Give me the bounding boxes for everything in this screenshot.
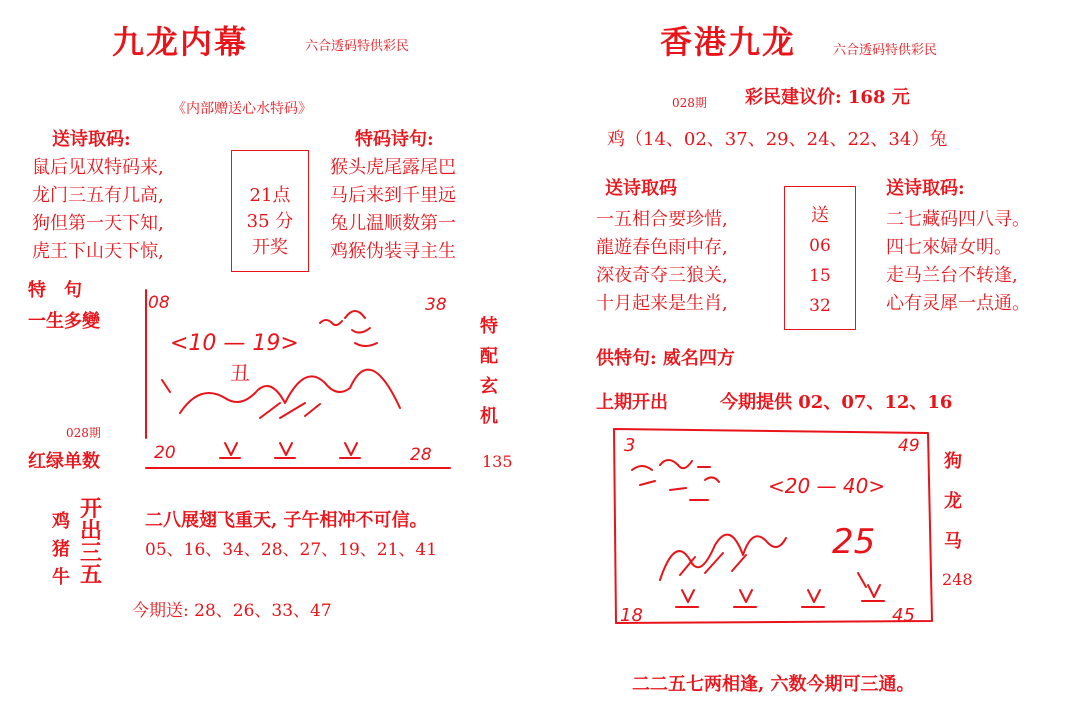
side-char: 机 xyxy=(480,406,498,427)
side-char: 特 xyxy=(480,316,498,337)
sketch-big-number: 25 xyxy=(832,522,876,562)
poem-line: 狗但第一天下知, xyxy=(32,213,164,234)
box-line: 32 xyxy=(809,296,831,316)
right-footer: 二二五七两相逢, 六数今期可三通。 xyxy=(632,674,915,695)
left-draw-time-box xyxy=(231,150,309,272)
sketch-wave xyxy=(660,535,786,580)
right-poem-left xyxy=(596,206,728,318)
box-line: 送 xyxy=(811,205,829,226)
side-char: 玄 xyxy=(480,376,498,397)
right-last-issue: 上期开出 xyxy=(596,392,668,413)
poem-line: 心有灵犀一点通。 xyxy=(886,293,1030,314)
left-bracket-note: 《内部赠送心水特码》 xyxy=(172,101,312,117)
left-numbers-line: 05、16、34、28、27、19、21、41 xyxy=(145,540,438,560)
right-price: 彩民建议价: 168 元 xyxy=(745,87,910,108)
right-issue: 028期 xyxy=(672,96,707,110)
open-char: 五 xyxy=(80,562,103,588)
sketch-tick xyxy=(858,573,866,587)
poem-line: 龙门三五有几高, xyxy=(32,185,164,206)
poem-line: 四七來婦女明。 xyxy=(886,237,1012,258)
right-gift-box xyxy=(784,186,856,330)
box-line: 开奖 xyxy=(252,237,288,258)
right-poem-right-label: 送诗取码: xyxy=(886,178,965,199)
poem-line: 鸡猴伪装寻主生 xyxy=(330,241,456,262)
left-sketch xyxy=(140,288,460,473)
left-subtitle: 六合透码特供彩民 xyxy=(305,39,410,54)
side-char: 配 xyxy=(480,346,498,367)
right-side-vertical xyxy=(944,442,962,562)
box-line: 21点 xyxy=(249,185,291,206)
sketch-tick xyxy=(162,380,170,392)
sketch-bottom-left-number: 18 xyxy=(620,605,643,626)
zodiac-char: 鸡 xyxy=(52,511,70,532)
left-special-phrase-label: 特 句 xyxy=(28,280,82,301)
side-char: 马 xyxy=(944,531,962,552)
sketch-arrow xyxy=(734,590,756,607)
zodiac-char: 牛 xyxy=(52,567,70,588)
sketch-top-left-number: 3 xyxy=(624,435,636,456)
poem-line: 鼠后见双特码来, xyxy=(32,157,164,178)
poem-line: 十月起来是生肖, xyxy=(596,293,728,314)
right-side-number: 248 xyxy=(942,570,973,589)
sketch-top-left-number: 08 xyxy=(148,293,170,313)
left-poem-left-label: 送诗取码: xyxy=(52,129,131,150)
right-sketch xyxy=(610,425,935,630)
left-poem-right-label: 特码诗句: xyxy=(355,129,434,150)
poem-line: 龍遊春色雨中存, xyxy=(596,237,728,258)
sketch-arrow xyxy=(676,590,698,607)
left-open-column xyxy=(80,498,102,586)
sketch-arrow xyxy=(275,443,295,458)
left-side-number: 135 xyxy=(482,452,513,471)
left-poem-left xyxy=(32,154,164,266)
left-special-phrase: 一生多變 xyxy=(28,311,100,332)
poem-line: 兔儿温顺数第一 xyxy=(330,213,456,234)
poem-line: 走马兰台不转逢, xyxy=(886,265,1018,286)
sketch-wave xyxy=(180,370,400,413)
sketch-scribble xyxy=(632,460,719,500)
box-line: 15 xyxy=(809,266,831,286)
sketch-bottom-right-number: 45 xyxy=(892,605,915,626)
right-this-issue: 今期提供 02、07、12、16 xyxy=(720,392,953,413)
sketch-wave-hatch xyxy=(680,553,746,575)
left-side-vertical xyxy=(480,312,498,432)
right-zodiac-line: 鸡（14、02、37、29、24、22、34）兔 xyxy=(607,129,948,150)
sketch-arrow xyxy=(802,590,824,607)
open-char: 出 xyxy=(80,518,103,544)
sketch-range: <20 — 40> xyxy=(768,474,886,498)
box-line: 06 xyxy=(809,236,831,256)
right-special-phrase: 供特句: 威名四方 xyxy=(596,348,735,369)
left-verse: 二八展翅飞重天, 子午相冲不可信。 xyxy=(145,510,428,531)
sketch-frame xyxy=(614,429,932,623)
poem-line: 猴头虎尾露尾巴 xyxy=(330,157,456,178)
open-char: 三 xyxy=(80,540,103,566)
poem-line: 二七藏码四八寻。 xyxy=(886,209,1030,230)
poem-line: 马后来到千里远 xyxy=(330,185,456,206)
sketch-zodiac-char: 丑 xyxy=(230,361,250,385)
sketch-top-right-number: 49 xyxy=(898,436,920,456)
poem-line: 虎王下山天下惊, xyxy=(32,241,164,262)
right-poem-right xyxy=(886,206,1030,318)
sketch-scribble xyxy=(320,311,377,346)
left-zodiac-column xyxy=(52,508,70,592)
left-poem-right xyxy=(330,154,456,266)
box-line: 35 分 xyxy=(246,211,294,232)
left-this-issue: 今期送: 28、26、33、47 xyxy=(132,601,332,621)
right-poem-left-label: 送诗取码 xyxy=(605,178,677,199)
left-issue: 028期 xyxy=(66,426,101,440)
sketch-top-right-number: 38 xyxy=(425,295,447,315)
sketch-arrow xyxy=(340,443,360,458)
sketch-wave-hatch xyxy=(260,403,320,418)
zodiac-char: 猪 xyxy=(52,539,70,560)
sketch-range: <10 — 19> xyxy=(170,331,299,356)
sketch-bottom-right-number: 28 xyxy=(410,445,432,465)
open-char: 开 xyxy=(80,496,103,522)
side-char: 龙 xyxy=(944,491,962,512)
right-subtitle: 六合透码特供彩民 xyxy=(833,43,938,58)
poem-line: 深夜奇夺三狼关, xyxy=(596,265,728,286)
side-char: 狗 xyxy=(944,451,962,472)
right-title: 香港九龙 xyxy=(660,23,797,61)
sketch-arrow xyxy=(220,443,240,458)
left-title: 九龙内幕 xyxy=(112,23,249,61)
sketch-bottom-left-number: 20 xyxy=(154,443,176,463)
poem-line: 一五相合要珍惜, xyxy=(596,209,728,230)
left-red-green: 红绿单数 xyxy=(28,451,100,472)
